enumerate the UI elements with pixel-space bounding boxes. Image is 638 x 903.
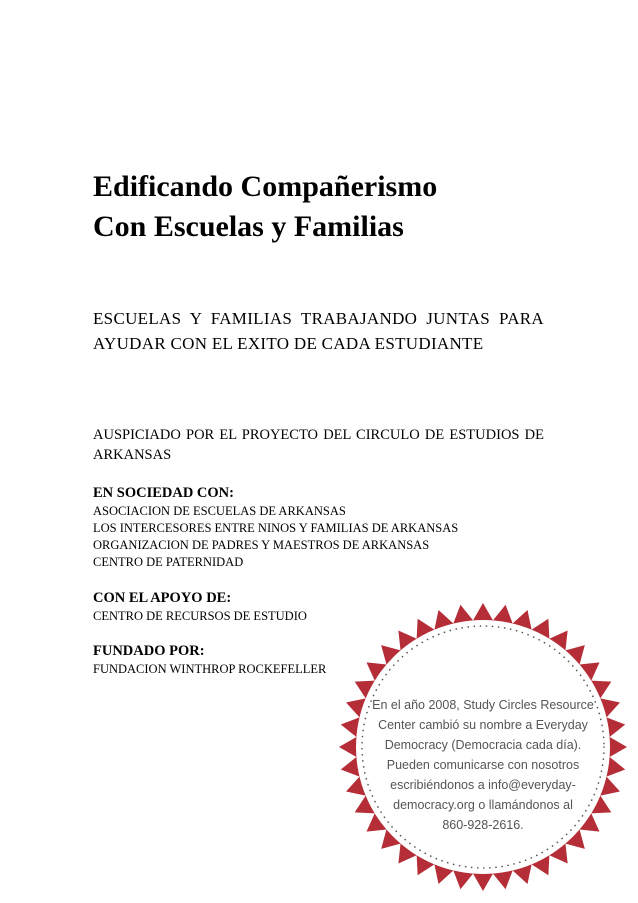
notice-stamp: [338, 602, 628, 892]
partner-item: ORGANIZACION DE PADRES Y MAESTROS DE ARKANSAS: [93, 538, 430, 552]
stamp-text: [372, 698, 594, 832]
stamp-text-line: Democracy (Democracia cada día).: [384, 738, 582, 752]
title-line-1: Edificando Compañerismo: [93, 170, 438, 203]
title-line-2: Con Escuelas y Familias: [93, 210, 404, 243]
partnership-section: [93, 484, 563, 571]
stamp-text-line: escribiéndonos a info@everyday-: [390, 778, 576, 792]
funding-heading: FUNDADO POR:: [93, 643, 205, 659]
document-subtitle: ESCUELAS Y FAMILIAS TRABAJANDO JUNTAS PARA AYUDAR CON EL EXITO DE CADA ESTUDIANTE: [93, 309, 544, 353]
partner-item: ASOCIACION DE ESCUELAS DE ARKANSAS: [93, 504, 346, 518]
support-heading: CON EL APOYO DE:: [93, 590, 232, 606]
partner-item: CENTRO DE PATERNIDAD: [93, 555, 244, 569]
sponsor-statement: AUSPICIADO POR EL PROYECTO DEL CIRCULO DE ESTUDIOS DE ARKANSAS: [93, 427, 544, 463]
partnership-heading: EN SOCIEDAD CON:: [93, 485, 234, 501]
stamp-text-line: democracy.org o llamándonos al: [393, 798, 573, 812]
stamp-text-line: Pueden comunicarse con nosotros: [386, 758, 580, 772]
document-title: [93, 167, 553, 247]
funding-item: FUNDACION WINTHROP ROCKEFELLER: [93, 662, 327, 676]
stamp-text-line: Center cambió su nombre a Everyday: [378, 718, 588, 732]
partner-item: LOS INTERCESORES ENTRE NINOS Y FAMILIAS DE ARKANSAS: [93, 521, 459, 535]
stamp-text-line: 860-928-2616.: [442, 818, 524, 832]
support-item: CENTRO DE RECURSOS DE ESTUDIO: [93, 609, 307, 623]
stamp-text-line: En el año 2008, Study Circles Resource: [372, 698, 594, 712]
